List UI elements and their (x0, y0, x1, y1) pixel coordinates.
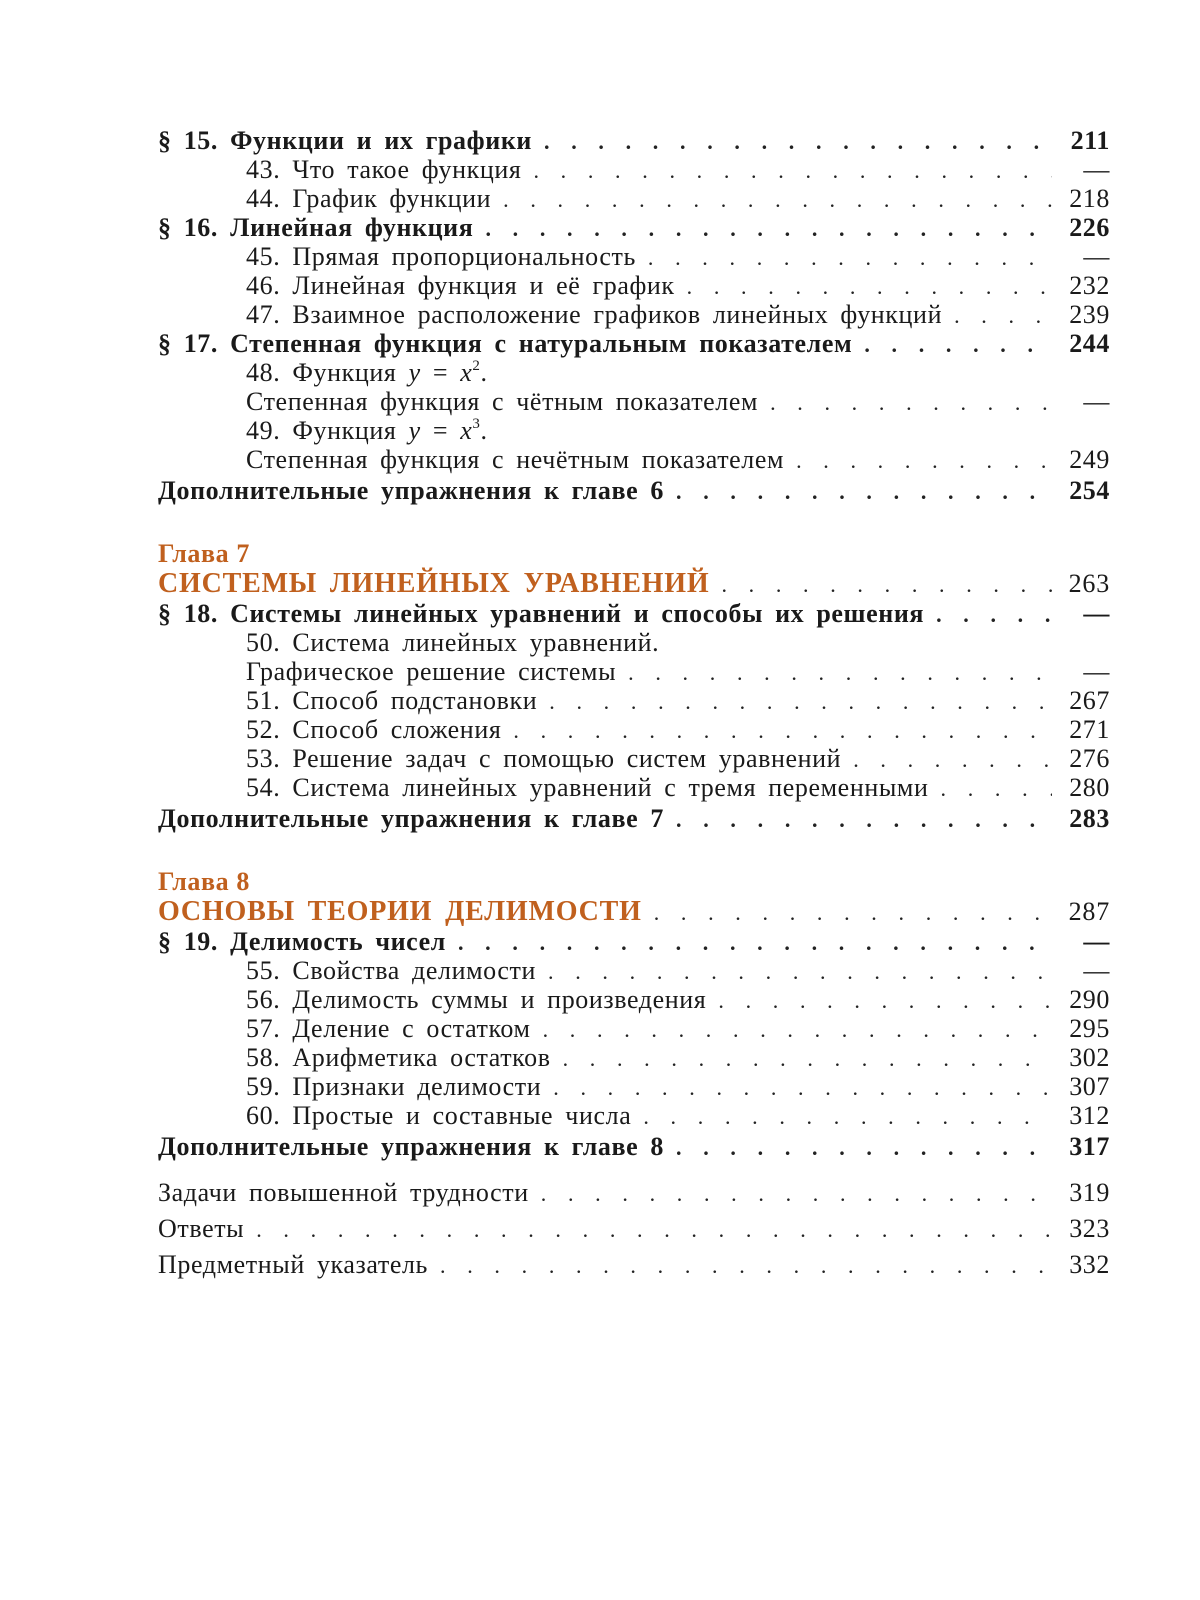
dot-leader (941, 776, 1053, 802)
dot-leader (485, 216, 1052, 242)
toc-page: — (1083, 242, 1110, 271)
toc-label: 48. Функция (246, 358, 409, 387)
toc-section-19[interactable] (158, 927, 1110, 956)
toc-page: 287 (1068, 897, 1110, 926)
toc-label: Степенная функция с чётным показателем (246, 387, 759, 416)
toc-item-45[interactable] (158, 242, 1110, 271)
toc-label: § 16. Линейная функция (158, 213, 474, 242)
toc-label: 46. Линейная функция и её график (246, 271, 675, 300)
dot-leader (503, 187, 1052, 213)
toc-item-59[interactable] (158, 1072, 1110, 1101)
toc-label: 56. Делимость суммы и произведения (246, 985, 707, 1014)
toc-page: 332 (1069, 1250, 1110, 1279)
toc-page: 276 (1069, 744, 1110, 773)
toc-label: § 15. Функции и их графики (158, 126, 532, 155)
toc-page: 319 (1069, 1178, 1110, 1207)
toc-label: 55. Свойства делимости (246, 956, 537, 985)
dot-leader (864, 332, 1052, 358)
toc-label: 52. Способ сложения (246, 715, 502, 744)
math-exponent: 2 (472, 358, 481, 374)
toc-item-54[interactable] (158, 773, 1110, 802)
toc-page: 280 (1069, 773, 1110, 802)
toc-section-16[interactable] (158, 213, 1110, 242)
math-operator: = (420, 358, 461, 387)
dot-leader (936, 602, 1052, 628)
toc-page: 232 (1069, 271, 1110, 300)
spacer (158, 508, 1110, 540)
dot-leader (440, 1253, 1052, 1279)
toc-item-51[interactable] (158, 686, 1110, 715)
dot-leader (718, 988, 1052, 1014)
toc-label: 50. Система линейных уравнений. (246, 628, 660, 657)
toc-label: 54. Система линейных уравнений с тремя переменными (246, 773, 929, 802)
toc-item-56[interactable] (158, 985, 1110, 1014)
dot-leader (853, 747, 1052, 773)
dot-leader (676, 1135, 1052, 1161)
toc-page: 317 (1069, 1132, 1110, 1161)
toc-item-44[interactable] (158, 184, 1110, 213)
dot-leader (770, 390, 1052, 416)
toc-label: 47. Взаимное расположение графиков линейных функций (246, 300, 943, 329)
toc-page: 239 (1069, 300, 1110, 329)
toc-page: 283 (1069, 804, 1110, 833)
dot-leader (676, 807, 1052, 833)
dot-leader (256, 1217, 1052, 1243)
spacer (158, 1164, 1110, 1178)
toc-label: ОСНОВЫ ТЕОРИИ ДЕЛИМОСТИ (158, 896, 642, 927)
toc-label: 43. Что такое функция (246, 155, 522, 184)
toc-page: — (1083, 599, 1110, 628)
dot-leader (563, 1046, 1052, 1072)
toc-page: 267 (1069, 686, 1110, 715)
spacer (158, 836, 1110, 868)
toc-page: 244 (1069, 329, 1110, 358)
math-variable: y (408, 416, 421, 445)
toc-page: — (1083, 657, 1110, 686)
chapter-8-label: Глава 8 (158, 867, 250, 896)
toc-label: 57. Деление с остатком (246, 1014, 531, 1043)
toc-item-49-heading[interactable] (158, 416, 1110, 445)
toc-label: Дополнительные упражнения к главе 6 (158, 476, 665, 505)
toc-page: 218 (1069, 184, 1110, 213)
toc-item-57[interactable] (158, 1014, 1110, 1043)
dot-leader (513, 718, 1052, 744)
toc-label: 53. Решение задач с помощью систем уравнений (246, 744, 842, 773)
dot-leader (533, 158, 1052, 184)
toc-label: 58. Арифметика остатков (246, 1043, 551, 1072)
toc-item-50-heading[interactable] (158, 628, 1110, 657)
toc-item-60[interactable] (158, 1101, 1110, 1130)
toc-label: 44. График функции (246, 184, 492, 213)
toc-page: — (1083, 956, 1110, 985)
toc-label: § 17. Степенная функция с натуральным показателем (158, 329, 853, 358)
toc-label: § 18. Системы линейных уравнений и способы их решения (158, 599, 925, 628)
dot-leader (687, 274, 1052, 300)
table-of-contents (158, 126, 1110, 1286)
toc-page: — (1083, 155, 1110, 184)
toc-item-55[interactable] (158, 956, 1110, 985)
toc-item-58[interactable] (158, 1043, 1110, 1072)
toc-label: Предметный указатель (158, 1250, 429, 1279)
dot-leader (548, 959, 1052, 985)
toc-item-48[interactable] (158, 387, 1110, 416)
toc-item-43[interactable] (158, 155, 1110, 184)
dot-leader (643, 1104, 1052, 1130)
toc-label: § 19. Делимость чисел (158, 927, 446, 956)
dot-leader (796, 448, 1052, 474)
toc-section-18[interactable] (158, 599, 1110, 628)
chapter-7-label: Глава 7 (158, 539, 250, 568)
toc-page: 254 (1069, 476, 1110, 505)
toc-label: 45. Прямая пропорциональность (246, 242, 636, 271)
toc-item-47[interactable] (158, 300, 1110, 329)
toc-page: 323 (1069, 1214, 1110, 1243)
dot-leader (721, 572, 1052, 598)
dot-leader (541, 1181, 1052, 1207)
toc-page: 295 (1069, 1014, 1110, 1043)
toc-section-15[interactable] (158, 126, 1110, 155)
toc-page: 226 (1069, 213, 1110, 242)
toc-item-49[interactable] (158, 445, 1110, 474)
dot-leader (954, 303, 1052, 329)
toc-label: СИСТЕМЫ ЛИНЕЙНЫХ УРАВНЕНИЙ (158, 568, 710, 599)
toc-label: 49. Функция (246, 416, 409, 445)
toc-label: Ответы (158, 1214, 245, 1243)
toc-label: Степенная функция с нечётным показателем (246, 445, 785, 474)
toc-page: 302 (1069, 1043, 1110, 1072)
toc-item-52[interactable] (158, 715, 1110, 744)
toc-item-46[interactable] (158, 271, 1110, 300)
toc-section-17[interactable] (158, 329, 1110, 358)
toc-page: — (1083, 927, 1110, 956)
dot-leader (544, 129, 1052, 155)
toc-page: 290 (1069, 985, 1110, 1014)
toc-item-50[interactable] (158, 657, 1110, 686)
toc-extra-exercises-6[interactable] (158, 476, 1110, 508)
math-variable: x (460, 416, 473, 445)
dot-leader (654, 900, 1052, 926)
toc-page: 211 (1070, 126, 1110, 155)
math-variable: x (460, 358, 473, 387)
toc-page: 271 (1069, 715, 1110, 744)
toc-label: Дополнительные упражнения к главе 7 (158, 804, 665, 833)
toc-item-53[interactable] (158, 744, 1110, 773)
toc-page: 312 (1069, 1101, 1110, 1130)
toc-label: Графическое решение системы (246, 657, 617, 686)
dot-leader (543, 1017, 1052, 1043)
dot-leader (458, 930, 1052, 956)
toc-page: 263 (1068, 569, 1110, 598)
math-period: . (480, 416, 488, 445)
toc-answers[interactable] (158, 1214, 1110, 1250)
chapter-8-title[interactable] (158, 896, 1110, 927)
dot-leader (553, 1075, 1052, 1101)
math-period: . (480, 358, 488, 387)
toc-item-48-heading[interactable] (158, 358, 1110, 387)
dot-leader (676, 479, 1052, 505)
chapter-7-title[interactable] (158, 568, 1110, 599)
toc-label: Дополнительные упражнения к главе 8 (158, 1132, 665, 1161)
toc-subject-index[interactable] (158, 1250, 1110, 1286)
toc-page: — (1083, 387, 1110, 416)
toc-page: 307 (1069, 1072, 1110, 1101)
toc-label: Задачи повышенной трудности (158, 1178, 529, 1207)
toc-label: 51. Способ подстановки (246, 686, 538, 715)
toc-label: 60. Простые и составные числа (246, 1101, 632, 1130)
dot-leader (549, 689, 1052, 715)
dot-leader (628, 660, 1052, 686)
math-exponent: 3 (472, 416, 481, 432)
toc-extra-exercises-7[interactable] (158, 804, 1110, 836)
dot-leader (648, 245, 1052, 271)
math-variable: y (408, 358, 421, 387)
toc-page: 249 (1069, 445, 1110, 474)
toc-hard-problems[interactable] (158, 1178, 1110, 1214)
toc-label: 59. Признаки делимости (246, 1072, 542, 1101)
math-operator: = (420, 416, 461, 445)
toc-extra-exercises-8[interactable] (158, 1132, 1110, 1164)
